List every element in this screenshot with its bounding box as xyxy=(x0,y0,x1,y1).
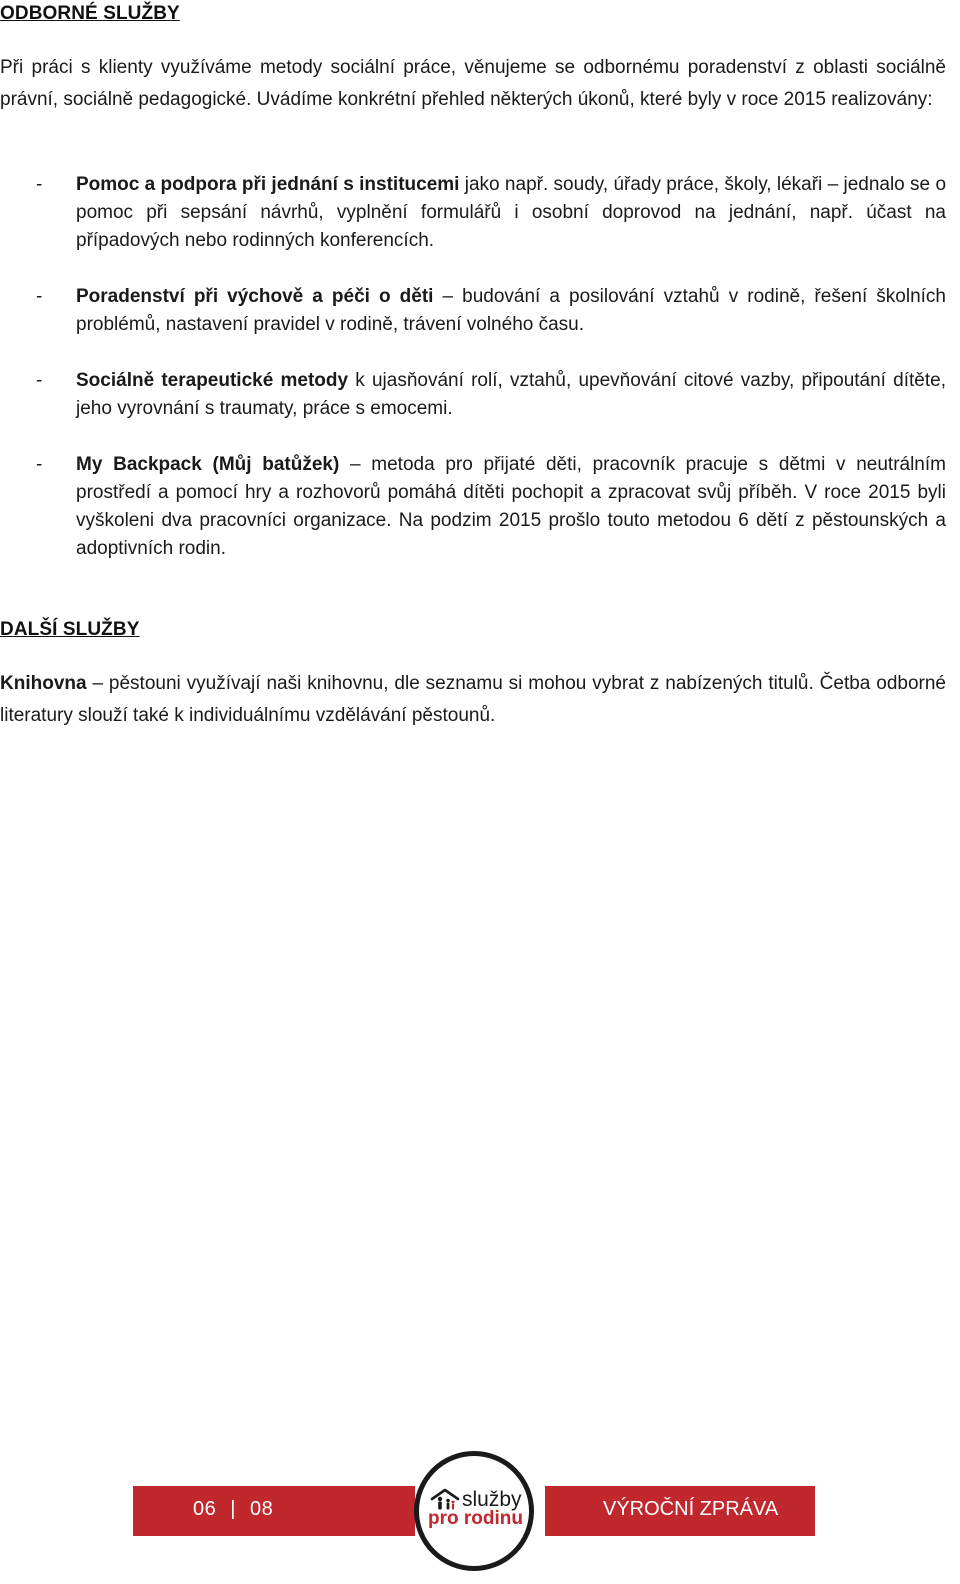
list-item xyxy=(0,367,946,423)
logo-text-sluzby: služby xyxy=(462,1488,522,1511)
list-item-title: Pomoc a podpora při jednání s institucemi xyxy=(76,174,460,195)
footer-bar-left xyxy=(133,1486,415,1536)
library-text: – pěstouni využívají naši knihovnu, dle seznamu si mohou vybrat z nabízených titulů. Četba odborné literatury slouží také k individuálnímu vzdělávání pěstounů. xyxy=(0,673,946,726)
list-item xyxy=(0,171,946,255)
page-current: 06 xyxy=(193,1498,217,1520)
list-item xyxy=(0,283,946,339)
services-list xyxy=(0,171,946,591)
list-item-title: Sociálně terapeutické metody xyxy=(76,370,349,391)
logo-text-pro-rodinu: pro rodinu xyxy=(428,1508,523,1529)
list-bullet: - xyxy=(36,370,43,391)
library-title: Knihovna xyxy=(0,673,87,694)
page-total: 08 xyxy=(249,1498,274,1520)
list-item-title: My Backpack (Můj batůžek) xyxy=(76,454,340,475)
section-heading-odborne-sluzby: ODBORNÉ SLUŽBY xyxy=(0,3,180,24)
list-item-text: k ujasňování rolí, vztahů, upevňování citové vazby, připoutání dítěte, jeho vyrovnání s traumaty, práce s emocemi. xyxy=(76,370,946,419)
list-bullet: - xyxy=(36,286,43,307)
intro-paragraph: Při práci s klienty využíváme metody sociální práce, věnujeme se odbornému poradenství z oblasti sociálně právní, sociálně pedagogické. Uvádíme konkrétní přehled některých úkonů, které byly v roce 2015 realizovány: xyxy=(0,57,946,110)
list-item-title: Poradenství při výchově a péči o děti xyxy=(76,286,434,307)
list-item xyxy=(0,451,946,563)
library-paragraph xyxy=(0,668,946,732)
page-separator: | xyxy=(230,1498,236,1520)
list-bullet: - xyxy=(36,174,43,195)
list-item-text: – metoda pro přijaté děti, pracovník pracuje s dětmi v neutrálním prostředí a pomocí hry a rozhovorů pomáhá dítěti pochopit a zpracovat svůj příběh. V roce 2015 byli vyškoleni dva pracovníci organizace. Na podzim 2015 prošlo touto metodou 6 dětí z pěstounských a adoptivních rodin. xyxy=(76,454,946,559)
footer-title: VÝROČNÍ ZPRÁVA xyxy=(603,1498,779,1520)
list-item-text: jako např. soudy, úřady práce, školy, lékaři – jednalo se o pomoc při sepsání návrhů, vyplnění formulářů i osobní doprovod na jednání, např. účast na případových nebo rodinných konferencích. xyxy=(76,174,947,251)
page-number xyxy=(193,1498,273,1521)
section-heading-dalsi-sluzby: DALŠÍ SLUŽBY xyxy=(0,619,140,640)
list-bullet: - xyxy=(36,454,43,475)
list-item-text: – budování a posilování vztahů v rodině, řešení školních problémů, nastavení pravidel v rodině, trávení volného času. xyxy=(76,286,946,335)
